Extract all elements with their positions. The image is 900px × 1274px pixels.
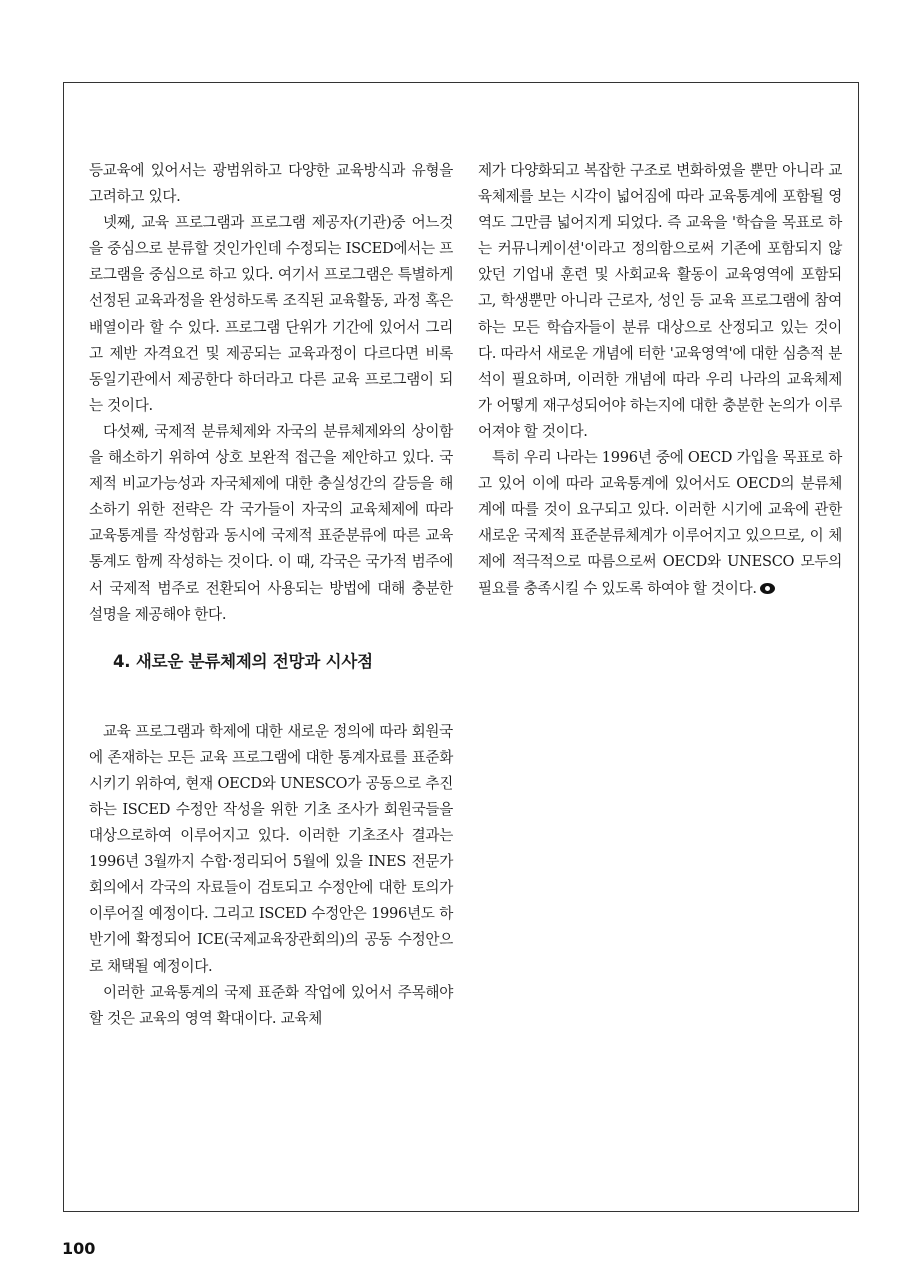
page-number: 100	[62, 1239, 96, 1258]
paragraph: 제가 다양화되고 복잡한 구조로 변화하였을 뿐만 아니라 교육체제를 보는 시각이 넓어짐에 따라 교육통계에 포함될 영역도 그만큼 넓어지게 되었다. 즉 교육을 '학습을 목표로 하는 커뮤니케이션'이라고 정의함으로써 기존에 포함되지 않았던 기업내 훈련 및 사회교육 활동이 교육영역에 포함되고, 학생뿐만 아니라 근로자, 성인 등 교육 프로그램에 참여하는 모든 학습자들이 분류 대상으로 산정되고 있는 것이다. 따라서 새로운 개념에 터한 '교육영역'에 대한 심층적 분석이 필요하며, 이러한 개념에 따라 우리 나라의 교육체제가 어떻게 재구성되어야 하는지에 대한 충분한 논의가 이루어져야 할 것이다.	[478, 162, 842, 440]
right-column	[478, 158, 842, 602]
paragraph: 다섯째, 국제적 분류체제와 자국의 분류체제와의 상이함을 해소하기 위하여 상호 보완적 접근을 제안하고 있다. 국제적 비교가능성과 자국체제에 대한 충실성간의 갈등을 해소하기 위한 전략은 각 국가들이 자국의 교육체제에 따라 교육통계를 작성함과 동시에 국제적 표준분류에 따른 교육통계도 함께 작성하는 것이다. 이 때, 각국은 국가적 범주에서 국제적 범주로 전환되어 사용되는 방법에 대해 충분한 설명을 제공해야 한다.	[89, 422, 453, 623]
paragraph: 교육 프로그램과 학제에 대한 새로운 정의에 따라 회원국에 존재하는 모든 교육 프로그램에 대한 통계자료를 표준화시키기 위하여, 현재 OECD와 UNESCO가 공동으로 추진하는 ISCED 수정안 작성을 위한 기초 조사가 회원국들을 대상으로하여 이루어지고 있다. 이러한 기초조사 결과는 1996년 3월까지 수합·정리되어 5월에 있을 INES 전문가회의에서 각국의 자료들이 검토되고 수정안에 대한 토의가 이루어질 예정이다. 그리고 ISCED 수정안은 1996년도 하반기에 확정되어 ICE(국제교육장관회의)의 공동 수정안으로 채택될 예정이다.	[89, 722, 453, 975]
paragraph: 넷째, 교육 프로그램과 프로그램 제공자(기관)중 어느것을 중심으로 분류할 것인가인데 수정되는 ISCED에서는 프로그램을 중심으로 하고 있다. 여기서 프로그램은 특별하게 선정된 교육과정을 완성하도록 조직된 교육활동, 과정 혹은 배열이라 할 수 있다. 프로그램 단위가 기간에 있어서 그리고 제반 자격요건 및 제공되는 교육과정이 다르다면 비록 동일기관에서 제공한다 하더라고 다른 교육 프로그램이 되는 것이다.	[89, 214, 453, 414]
paragraph-text: 특히 우리 나라는 1996년 중에 OECD 가입을 목표로 하고 있어 이에 따라 교육통계에 있어서도 OECD의 분류체계에 따를 것이 요구되고 있다. 이러한 시기에 교육에 관한 새로운 국제적 표준분류체계가 이루어지고 있으므로, 이 체제에 적극적으로 따름으로써 OECD와 UNESCO 모두의 필요를 충족시킬 수 있도록 하여야 할 것이다.	[478, 449, 842, 597]
paragraph	[478, 445, 842, 602]
paragraph: 이러한 교육통계의 국제 표준화 작업에 있어서 주목해야 할 것은 교육의 영역 확대이다. 교육체	[89, 983, 453, 1027]
paragraph: 등교육에 있어서는 광범위하고 다양한 교육방식과 유형을 고려하고 있다.	[89, 162, 453, 206]
article-end-icon	[760, 583, 775, 594]
left-column	[89, 158, 453, 1032]
section-heading: 4. 새로운 분류체제의 전망과 시사점	[113, 651, 373, 671]
